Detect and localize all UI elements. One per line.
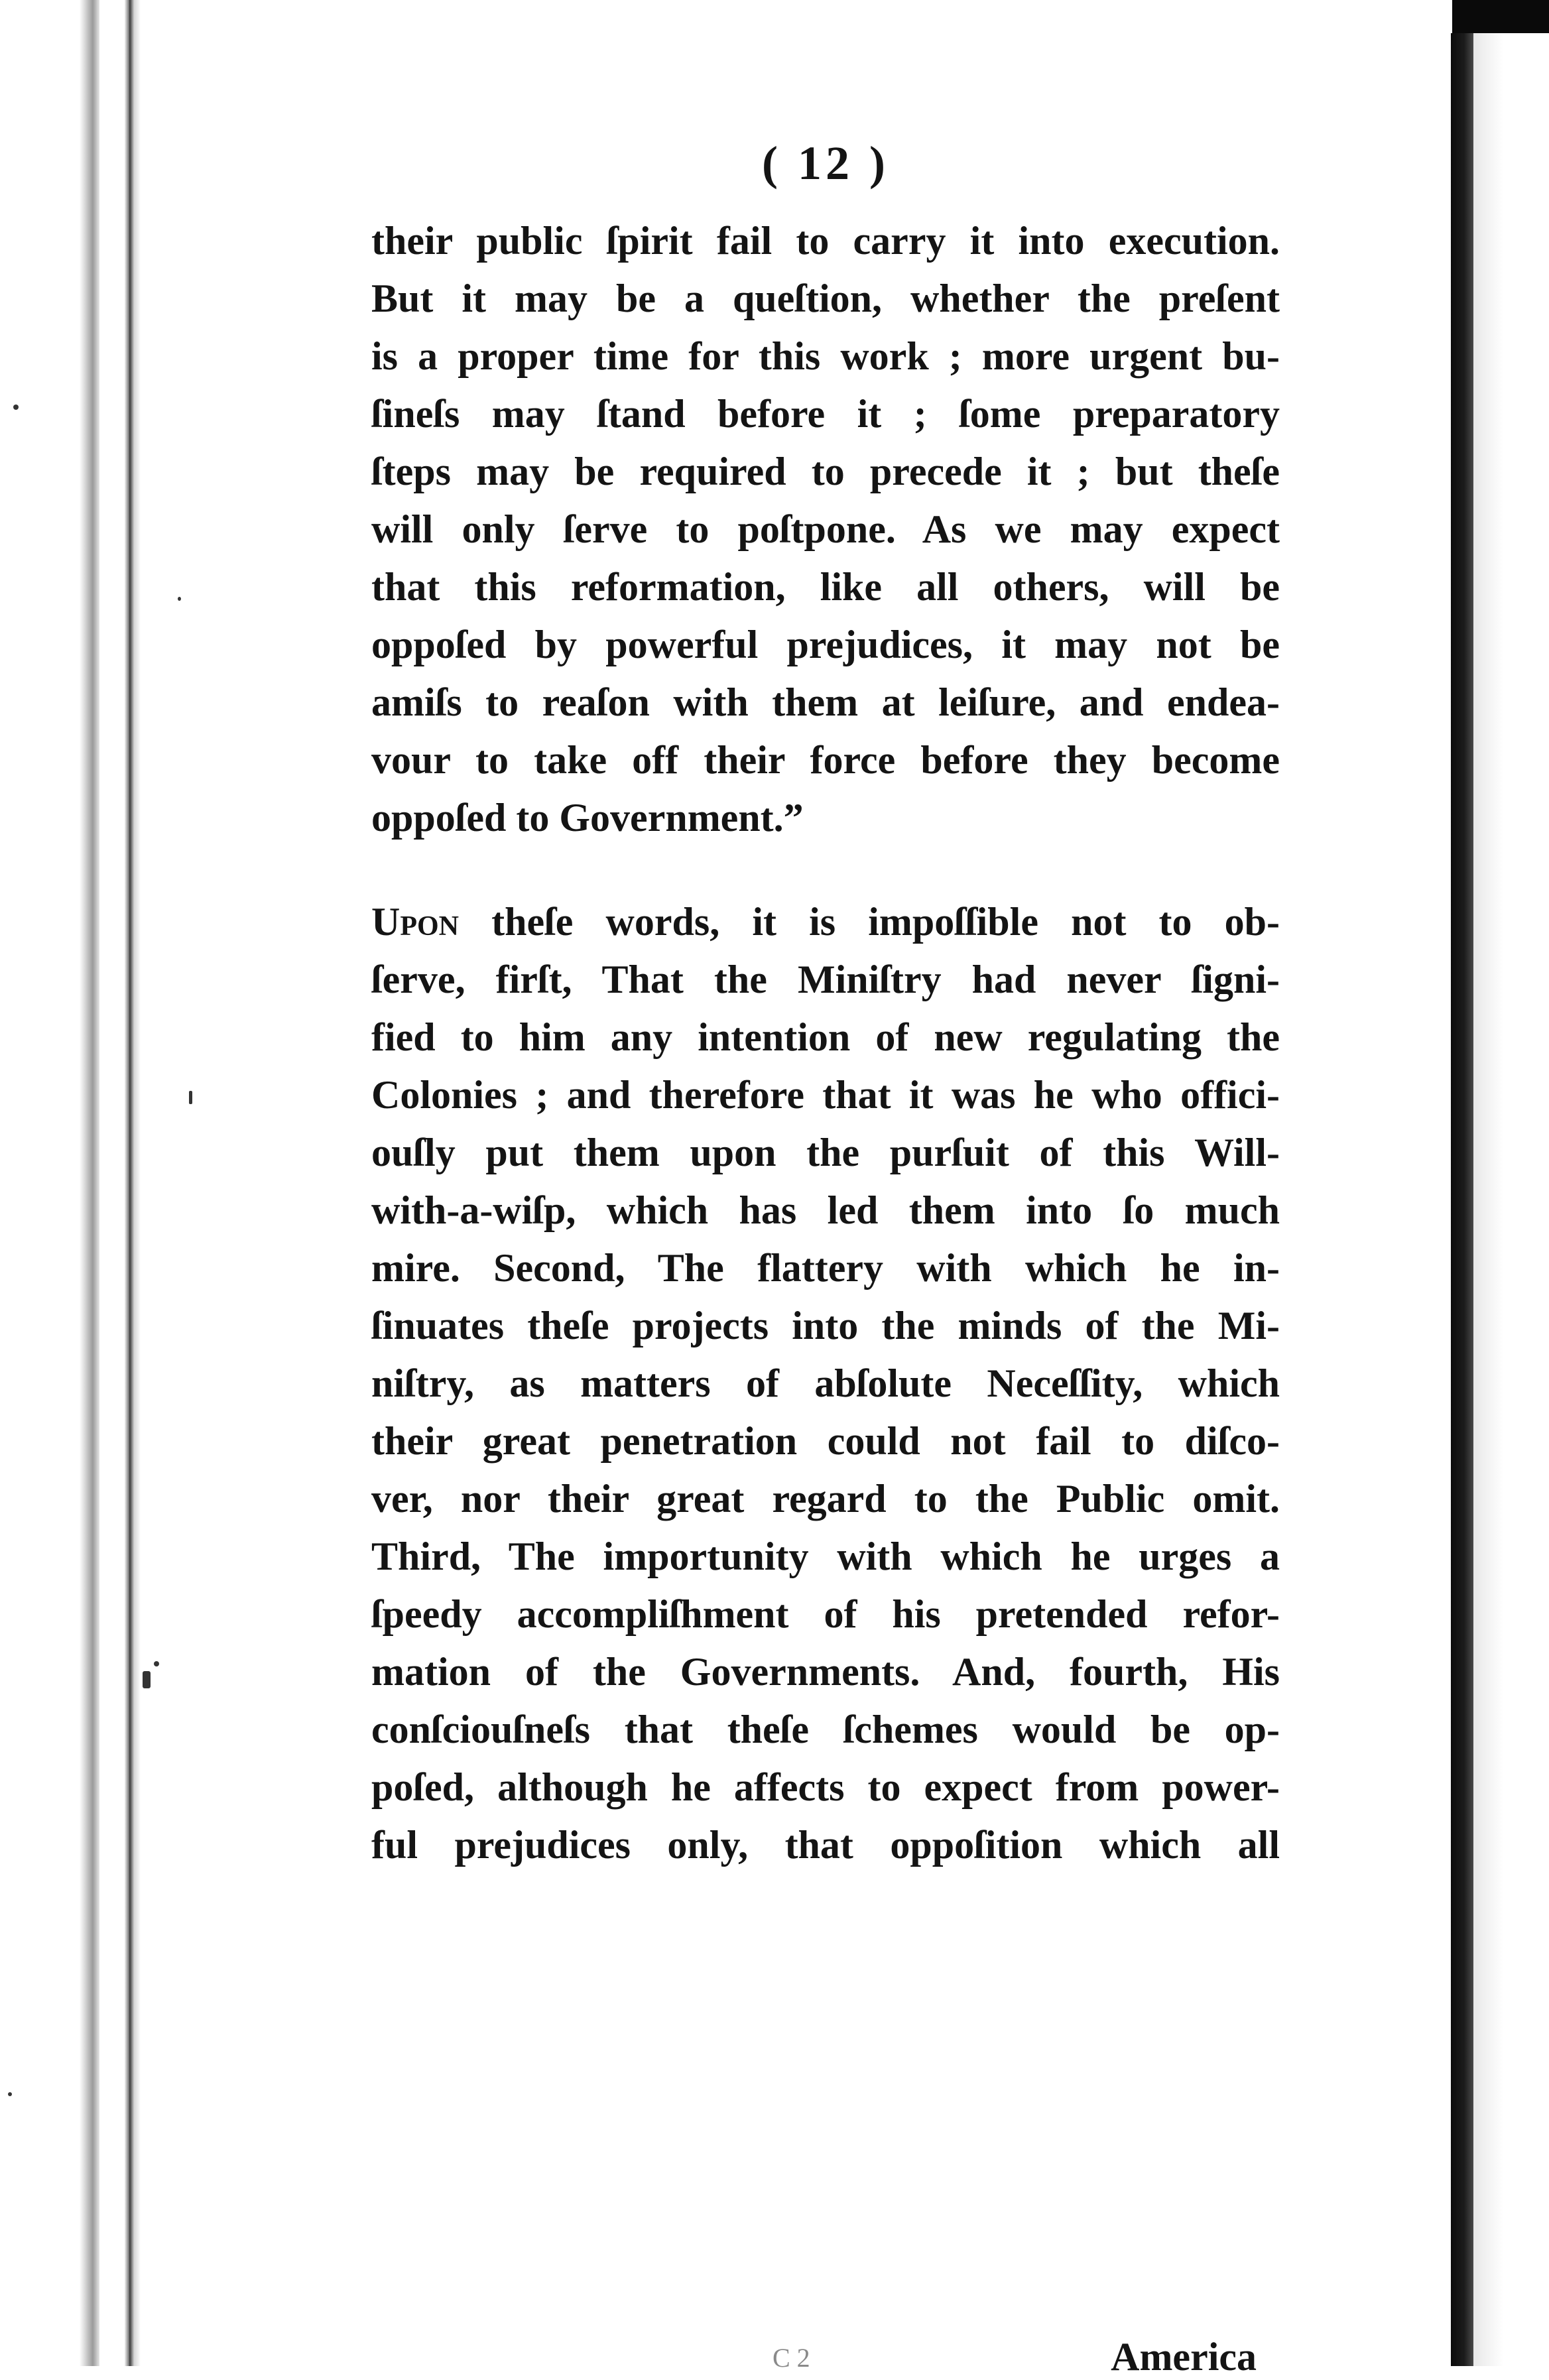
paragraph-gap [371, 847, 1280, 893]
scan-right-edge [1451, 33, 1473, 2366]
text-line: their public ſpirit fail to carry it into execution. [371, 219, 1280, 263]
adjacent-page-edge [1473, 33, 1549, 2366]
text-line: ver, nor their great regard to the Public omit. [371, 1477, 1280, 1521]
text-line-rest: theſe words, it is impoſſible not to ob- [459, 900, 1280, 944]
gutter-shadow [134, 0, 141, 2366]
text-line: amiſs to reaſon with them at leiſure, and endea- [371, 680, 1280, 724]
text-line: ſteps may be required to precede it ; but theſe [371, 450, 1280, 493]
text-line: will only ſerve to poſtpone. As we may expect [371, 507, 1280, 551]
text-line: with-a-wiſp, which has led them into ſo much [371, 1188, 1280, 1232]
text-line: fied to him any intention of new regulating the [371, 1015, 1280, 1059]
text-line: conſciouſneſs that theſe ſchemes would be op- [371, 1708, 1280, 1751]
scan-speck [143, 1671, 151, 1688]
scan-top-band [1452, 0, 1549, 33]
signature-mark: C 2 [773, 2343, 810, 2373]
text-line: niſtry, as matters of abſolute Neceſſity, which [371, 1361, 1280, 1405]
text-line: Third, The importunity with which he urges a [371, 1534, 1280, 1578]
text-line: poſed, although he affects to expect from power- [371, 1765, 1280, 1809]
scan-left-margin [0, 0, 99, 2366]
page-number: ( 12 ) [762, 137, 889, 190]
text-line: their great penetration could not fail to diſco- [371, 1419, 1280, 1463]
text-line: oppoſed to Government.” [371, 796, 804, 840]
text-line: that this reformation, like all others, will be [371, 565, 1280, 609]
scan-speck [178, 597, 181, 601]
text-line: ſineſs may ſtand before it ; ſome preparatory [371, 392, 1280, 436]
paragraph-2 [371, 893, 1280, 1874]
text-line: ouſly put them upon the purſuit of this Will- [371, 1131, 1280, 1174]
text-line: ful prejudices only, that oppoſition which all [371, 1823, 1280, 1867]
scan-speck [13, 405, 19, 410]
paragraph-1 [371, 212, 1280, 847]
binding-gutter [125, 0, 134, 2366]
text-line: is a proper time for this work ; more urgent bu- [371, 334, 1280, 378]
text-line: oppoſed by powerful prejudices, it may not be [371, 623, 1280, 666]
small-caps-opening-word: Upon [371, 900, 459, 944]
text-line: mire. Second, The flattery with which he in- [371, 1246, 1280, 1290]
catchword: America [1111, 2335, 1257, 2379]
text-line: ſinuates theſe projects into the minds of the Mi- [371, 1304, 1280, 1347]
text-line: ſerve, firſt, That the Miniſtry had never ſigni- [371, 958, 1280, 1001]
scan-speck [189, 1091, 192, 1104]
text-line: vour to take off their force before they become [371, 738, 1280, 782]
text-line-first [371, 893, 1280, 951]
text-line: ſpeedy accompliſhment of his pretended refor- [371, 1592, 1280, 1636]
scan-speck [154, 1661, 159, 1666]
text-line: But it may be a queſtion, whether the preſent [371, 277, 1280, 320]
text-block [371, 212, 1280, 1874]
scan-speck [8, 2092, 12, 2096]
text-line: Colonies ; and therefore that it was he who offici- [371, 1073, 1280, 1117]
text-line: mation of the Governments. And, fourth, His [371, 1650, 1280, 1694]
